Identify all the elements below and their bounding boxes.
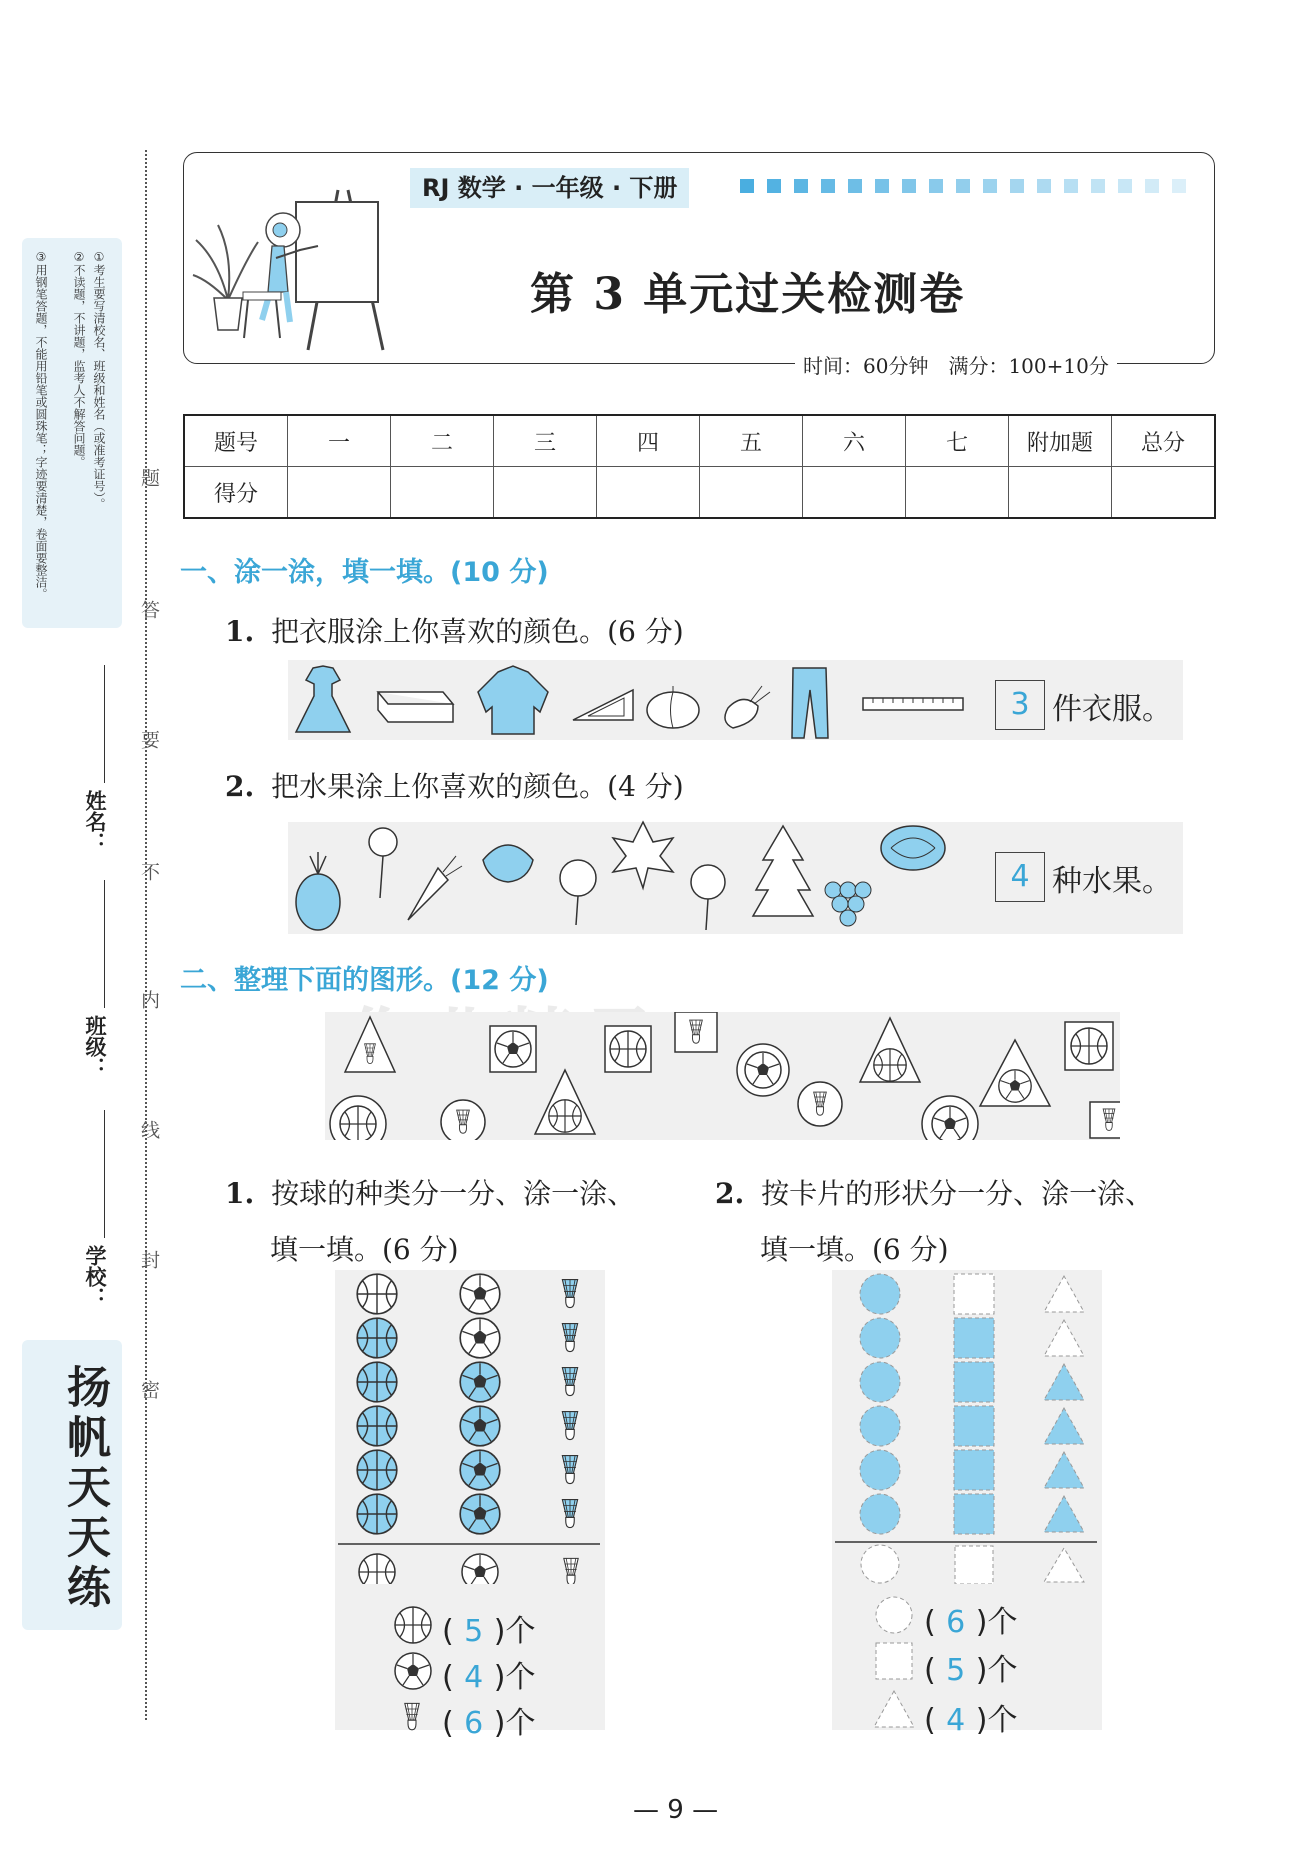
clothes-answer-suffix: 件衣服。 (1052, 692, 1172, 727)
grapes-icon (825, 882, 871, 926)
maple-leaf-icon (613, 822, 673, 888)
pine-tree-icon (753, 826, 813, 916)
cut-line (145, 150, 147, 1720)
s1-question-1 (225, 610, 684, 650)
fruit-answer-suffix: 种水果。 (1052, 864, 1172, 899)
rose-icon (369, 828, 397, 898)
answer-value[interactable]: 6 (946, 1605, 966, 1640)
table-header-cell: 五 (700, 415, 803, 467)
pineapple-icon (296, 852, 340, 930)
class-label: 班级： (83, 1015, 107, 1078)
clothes-answer-box[interactable]: 3 (995, 680, 1045, 730)
table-header-cell: 一 (288, 415, 391, 467)
square-count: ( 5 )个 (924, 1653, 1018, 1688)
circle-count: ( 6 )个 (924, 1605, 1018, 1640)
triangle-count: ( 4 )个 (924, 1703, 1018, 1738)
table-header-cell: 二 (391, 415, 494, 467)
pencil-case-icon (378, 692, 453, 722)
shape-legend-icons (870, 1595, 918, 1735)
score-cell[interactable] (288, 467, 391, 519)
s2-question-2-line2: 填一填。(6 分) (760, 1233, 949, 1266)
notice-line: ②不读题，不讲题，监考人不解答问题。 (72, 250, 86, 468)
score-cell[interactable] (391, 467, 494, 519)
question-number: 1. (225, 615, 255, 648)
question-text: 按卡片的形状分一分、涂一涂、 (761, 1177, 1154, 1210)
shuttlecock-count: ( 6 )个 (442, 1706, 536, 1741)
score-cell[interactable] (597, 467, 700, 519)
fruit-answer-box[interactable]: 4 (995, 852, 1045, 902)
score-cell[interactable] (906, 467, 1009, 519)
cut-line-char: 题 (138, 468, 160, 487)
cut-line-char: 密 (138, 1380, 160, 1399)
section-2-title: 二、整理下面的图形。(12 分) (180, 965, 549, 996)
peach-icon (483, 845, 533, 882)
s2-question-2 (715, 1172, 1153, 1212)
book-tag: RJ 数学 · 一年级 · 下册 (410, 168, 689, 208)
score-cell[interactable] (1112, 467, 1216, 519)
table-header-cell: 四 (597, 415, 700, 467)
s2-question-1 (225, 1172, 635, 1212)
cut-line-char: 答 (138, 600, 160, 619)
shirt-icon (478, 666, 548, 734)
school-field[interactable] (104, 1110, 105, 1238)
name-field[interactable] (104, 665, 105, 783)
answer-value[interactable]: 4 (464, 1660, 484, 1695)
answer-value[interactable]: 5 (946, 1653, 966, 1688)
set-square-icon (573, 690, 633, 720)
ball-graph (335, 1272, 605, 1584)
pumpkin-icon (647, 686, 699, 728)
answer-value[interactable]: 4 (946, 1703, 966, 1738)
page-title: 第 3 单元过关检测卷 (530, 269, 966, 320)
girl-painting-illustration (188, 180, 398, 355)
question-number: 1. (225, 1177, 255, 1210)
notice-line: ①考生要写清校名、班级和姓名（或准考证号）。 (92, 250, 106, 510)
section-1-title: 一、涂一涂，填一填。(10 分) (180, 557, 549, 588)
table-header-cell: 六 (803, 415, 906, 467)
page-number: — 9 — (633, 1795, 719, 1825)
fruit-icons (288, 820, 968, 935)
cut-line-char: 封 (138, 1250, 160, 1269)
ball-legend-icons (390, 1605, 436, 1745)
question-number: 2. (225, 770, 255, 803)
s2-question-1-line2: 填一填。(6 分) (270, 1233, 459, 1266)
time-info: 时间：60分钟 满分：100+10分 (795, 350, 1117, 379)
s1-question-2 (225, 765, 684, 805)
basketball-count: ( 5 )个 (442, 1614, 536, 1649)
shape-graph (832, 1272, 1102, 1584)
pants-icon (792, 668, 828, 738)
score-cell[interactable] (803, 467, 906, 519)
clothes-icons (288, 662, 968, 740)
watermelon-icon (881, 826, 945, 870)
table-header-cell: 附加题 (1009, 415, 1112, 467)
answer-value[interactable]: 6 (464, 1706, 484, 1741)
ruler-icon (863, 698, 963, 710)
dress-icon (296, 666, 350, 732)
question-text: 把衣服涂上你喜欢的颜色。(6 分) (271, 615, 684, 648)
radish-icon (725, 686, 770, 728)
rose-icon (560, 860, 596, 925)
score-cell[interactable] (700, 467, 803, 519)
brand-logo-text: 扬帆天天练 (59, 1364, 110, 1614)
table-header-cell: 总分 (1112, 415, 1216, 467)
name-label: 姓名： (83, 790, 107, 853)
question-text: 把水果涂上你喜欢的颜色。(4 分) (271, 770, 684, 803)
decorative-squares (740, 178, 1199, 197)
answer-value[interactable]: 5 (464, 1614, 484, 1649)
class-field[interactable] (104, 880, 105, 1008)
exam-notice (22, 238, 122, 628)
cut-line-char: 不 (138, 862, 160, 881)
score-row-label: 得分 (184, 467, 288, 519)
table-header-cell: 题号 (184, 415, 288, 467)
carrot-icon (408, 856, 462, 920)
table-header-cell: 三 (494, 415, 597, 467)
soccer-count: ( 4 )个 (442, 1660, 536, 1695)
cut-line-char: 线 (138, 1120, 160, 1139)
brand-panel (22, 1340, 122, 1630)
rose-icon (691, 865, 725, 930)
score-table (183, 414, 1216, 519)
shape-cards (325, 1012, 1120, 1140)
score-cell[interactable] (494, 467, 597, 519)
cut-line-char: 内 (138, 990, 160, 1009)
cut-line-char: 要 (138, 730, 160, 749)
table-header-cell: 七 (906, 415, 1009, 467)
school-label: 学校： (83, 1245, 107, 1308)
question-text: 按球的种类分一分、涂一涂、 (271, 1177, 636, 1210)
score-cell[interactable] (1009, 467, 1112, 519)
notice-line: ③用钢笔答题，不能用铅笔或圆珠笔；字迹要清楚，卷面要整洁。 (34, 250, 48, 600)
sidebar (0, 0, 160, 1858)
question-number: 2. (715, 1177, 745, 1210)
